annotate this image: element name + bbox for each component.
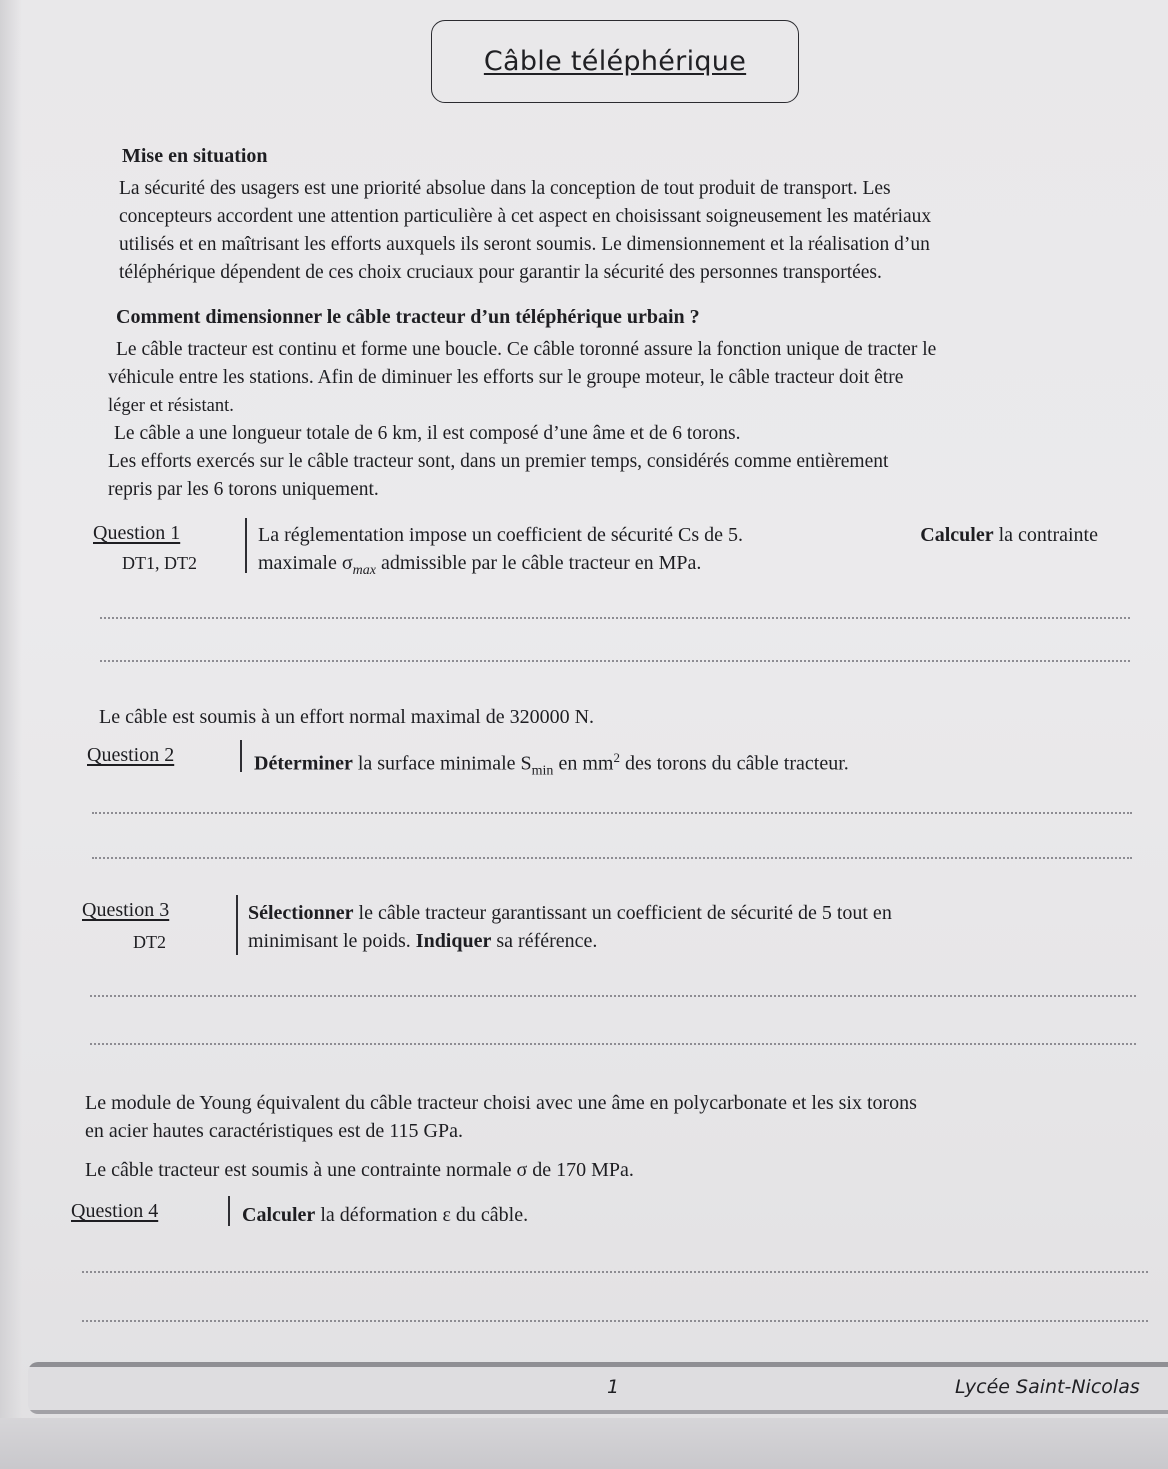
answer-line[interactable] — [100, 660, 1130, 662]
question-4-label: Question 4 — [71, 1200, 159, 1222]
problem-line: Le câble a une longueur totale de 6 km, il est composé d’une âme et de 6 torons. — [114, 423, 741, 444]
page-edge-shadow — [0, 0, 22, 1469]
effort-statement: Le câble est soumis à un effort normal maximal de 320000 N. — [99, 706, 595, 728]
stress-statement: Le câble tracteur est soumis à une contrainte normale σ de 170 MPa. — [85, 1159, 634, 1181]
answer-line[interactable] — [92, 857, 1132, 859]
q1-text: admissible par le câble tracteur en MPa. — [375, 552, 702, 574]
situation-paragraph — [119, 175, 1114, 287]
question-2-label: Question 2 — [87, 744, 175, 766]
q4-text: la déformation ε du câble. — [315, 1204, 529, 1226]
answer-line[interactable] — [82, 1320, 1148, 1322]
q3-keyword: Sélectionner — [248, 902, 354, 924]
page-number: 1 — [607, 1376, 620, 1398]
problem-line: repris par les 6 torons uniquement. — [108, 479, 379, 500]
q2-subscript: min — [531, 763, 554, 779]
answer-line[interactable] — [82, 1271, 1148, 1273]
young-paragraph — [85, 1089, 1143, 1145]
problem-line: léger et résistant. — [108, 396, 234, 416]
question-1-statement — [258, 521, 1098, 585]
question-4-statement — [242, 1201, 1102, 1229]
problem-line: Le câble tracteur est continu et forme une boucle. Ce câble toronné assure la fonction unique de tracter le — [116, 339, 937, 360]
question-1-label: Question 1 — [93, 522, 181, 544]
q1-keyword: Calculer — [920, 524, 994, 546]
answer-line[interactable] — [90, 995, 1136, 997]
question-4-divider — [228, 1196, 230, 1226]
problem-heading: Comment dimensionner le câble tracteur d’un téléphérique urbain ? — [116, 306, 700, 328]
q3-keyword: Indiquer — [415, 930, 492, 952]
question-1-docs: DT1, DT2 — [122, 553, 197, 573]
situation-line: La sécurité des usagers est une priorité absolue dans la conception de tout produit de transport. Les — [119, 178, 891, 199]
question-3-label: Question 3 — [82, 899, 170, 921]
question-3-statement — [248, 899, 1108, 955]
answer-line[interactable] — [100, 617, 1130, 619]
q3-text: minimisant le poids. — [248, 930, 416, 952]
situation-line: téléphérique dépendent de ces choix cruciaux pour garantir la sécurité des personnes transportées. — [119, 262, 882, 283]
q2-text: la surface minimale S — [352, 752, 532, 775]
question-3-divider — [236, 895, 238, 955]
q1-text: La réglementation impose un coefficient de sécurité Cs de 5. — [258, 524, 744, 546]
answer-line[interactable] — [90, 1043, 1136, 1045]
q3-text: sa référence. — [491, 930, 598, 952]
young-line: Le module de Young équivalent du câble tracteur choisi avec une âme en polycarbonate et les six torons — [85, 1092, 917, 1114]
q2-text: en mm — [553, 752, 614, 775]
situation-line: concepteurs accordent une attention particulière à cet aspect en choisissant soigneusement les matériaux — [119, 206, 932, 227]
q1-text: la contrainte — [998, 524, 1098, 546]
answer-line[interactable] — [92, 812, 1132, 814]
title-box — [431, 20, 799, 103]
question-2-divider — [240, 740, 242, 772]
problem-line: Les efforts exercés sur le câble tracteur sont, dans un premier temps, considérés comme entièrement — [108, 451, 889, 472]
school-name: Lycée Saint-Nicolas — [955, 1376, 1140, 1398]
q2-text: des torons du câble tracteur. — [619, 752, 849, 775]
situation-line: utilisés et en maîtrisant les efforts auxquels ils seront soumis. Le dimensionnement et la réalisation d’un — [119, 234, 930, 255]
q1-subscript: max — [352, 563, 376, 578]
q2-keyword: Déterminer — [254, 752, 353, 775]
q2-superscript: 2 — [613, 750, 620, 765]
situation-heading: Mise en situation — [122, 145, 268, 167]
question-2-statement — [254, 744, 1114, 786]
q3-text: le câble tracteur garantissant un coefficient de sécurité de 5 tout en — [353, 902, 892, 924]
page-title: Câble téléphérique — [483, 46, 747, 77]
problem-paragraph — [108, 336, 1120, 504]
q4-keyword: Calculer — [242, 1204, 316, 1226]
desk-surface — [0, 1418, 1168, 1469]
young-line: en acier hautes caractéristiques est de 115 GPa. — [85, 1120, 463, 1142]
problem-line: véhicule entre les stations. Afin de diminuer les efforts sur le groupe moteur, le câble tracteur doit être — [108, 367, 904, 388]
question-1-divider — [245, 518, 247, 573]
question-3-docs: DT2 — [133, 932, 166, 952]
q1-text: maximale σ — [258, 552, 353, 574]
